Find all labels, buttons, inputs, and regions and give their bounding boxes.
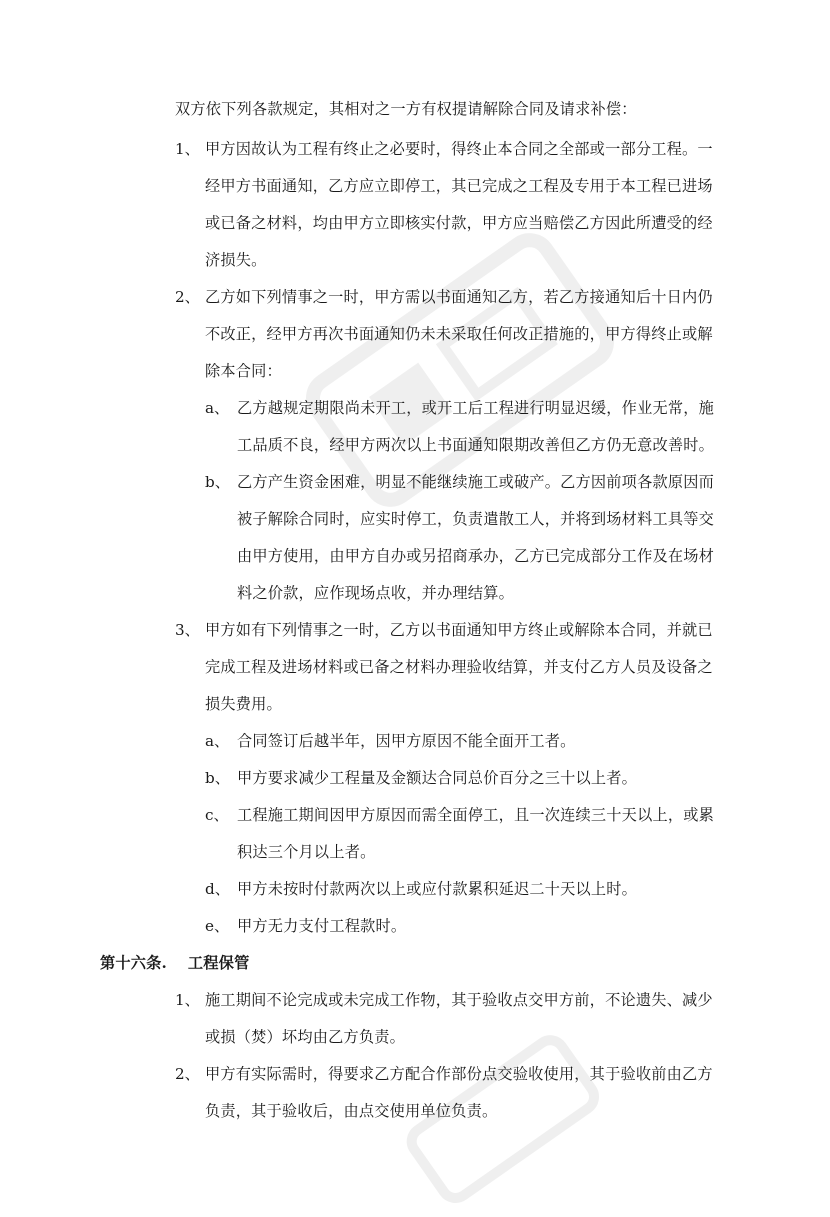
- watermark-graphic: [274, 194, 646, 546]
- item-3-marker: 3、: [175, 621, 200, 639]
- article-16-item-2-line-2: 负责，其于验收后，由点交使用单位负责。: [205, 1102, 498, 1120]
- intro-text: 双方依下列各款规定，其相对之一方有权提请解除合同及请求补偿：: [175, 100, 637, 118]
- item-3-line-3: 损失费用。: [205, 695, 282, 713]
- item-2-marker: 2、: [175, 288, 200, 306]
- item-1-line-2: 经甲方书面通知，乙方应立即停工，其已完成之工程及专用于本工程已进场: [205, 177, 713, 195]
- item-2a-line-1: 乙方越规定期限尚未开工，或开工后工程进行明显迟缓，作业无常，施: [237, 399, 715, 417]
- item-3b-line-1: 甲方要求减少工程量及金额达合同总价百分之三十以上者。: [237, 769, 638, 787]
- article-16-item-1-line-2: 或损（焚）坏均由乙方负责。: [205, 1028, 406, 1046]
- article-16-item-1-line-1: 施工期间不论完成或未完成工作物，其于验收点交甲方前，不论遗失、减少: [205, 991, 713, 1009]
- item-3a-marker: a、: [205, 732, 230, 750]
- item-1-line-3: 或已备之材料，均由甲方立即核实付款，甲方应当赔偿乙方因此所遭受的经: [205, 214, 713, 232]
- item-1-marker: 1、: [175, 140, 200, 158]
- item-3e-marker: e、: [205, 917, 230, 935]
- item-3d-line-1: 甲方未按时付款两次以上或应付款累积延迟二十天以上时。: [237, 880, 638, 898]
- item-3c-line-2: 积达三个月以上者。: [237, 843, 376, 861]
- item-3-line-2: 完成工程及进场材料或已备之材料办理验收结算，并支付乙方人员及设备之: [205, 658, 713, 676]
- item-2-line-3: 除本合同：: [205, 362, 282, 380]
- item-3c-line-1: 工程施工期间因甲方原因而需全面停工，且一次连续三十天以上，或累: [237, 806, 715, 824]
- item-2-line-1: 乙方如下列情事之一时，甲方需以书面通知乙方，若乙方接通知后十日内仍: [205, 288, 713, 306]
- item-2a-line-2: 工品质不良，经甲方两次以上书面通知限期改善但乙方仍无意改善时。: [237, 436, 715, 454]
- item-2a-marker: a、: [205, 399, 230, 417]
- item-2b-line-3: 由甲方使用，由甲方自办或另招商承办，乙方已完成部分工作及在场材: [237, 547, 715, 565]
- item-3c-marker: c、: [205, 806, 229, 824]
- item-3-line-1: 甲方如有下列情事之一时，乙方以书面通知甲方终止或解除本合同，并就已: [205, 621, 713, 639]
- item-2b-line-2: 被子解除合同时，应实时停工，负责遣散工人，并将到场材料工具等交: [237, 510, 715, 528]
- item-2-line-2: 不改正，经甲方再次书面通知仍未未采取任何改正措施的，甲方得终止或解: [205, 325, 713, 343]
- item-2b-marker: b、: [205, 473, 230, 491]
- item-2b-line-1: 乙方产生资金困难，明显不能继续施工或破产。乙方因前项各款原因而: [237, 473, 715, 491]
- item-3d-marker: d、: [205, 880, 230, 898]
- article-16-item-2-marker: 2、: [175, 1065, 200, 1083]
- item-1-line-4: 济损失。: [205, 251, 267, 269]
- item-3b-marker: b、: [205, 769, 230, 787]
- item-3e-line-1: 甲方无力支付工程款时。: [237, 917, 407, 935]
- article-16-heading: 第十六条. 工程保管: [100, 954, 250, 972]
- item-3a-line-1: 合同签订后越半年，因甲方原因不能全面开工者。: [237, 732, 576, 750]
- article-16-item-1-marker: 1、: [175, 991, 200, 1009]
- article-16-item-2-line-1: 甲方有实际需时，得要求乙方配合作部份点交验收使用，其于验收前由乙方: [205, 1065, 713, 1083]
- item-2b-line-4: 料之价款，应作现场点收，并办理结算。: [237, 584, 514, 602]
- item-1-line-1: 甲方因故认为工程有终止之必要时，得终止本合同之全部或一部分工程。一: [205, 140, 713, 158]
